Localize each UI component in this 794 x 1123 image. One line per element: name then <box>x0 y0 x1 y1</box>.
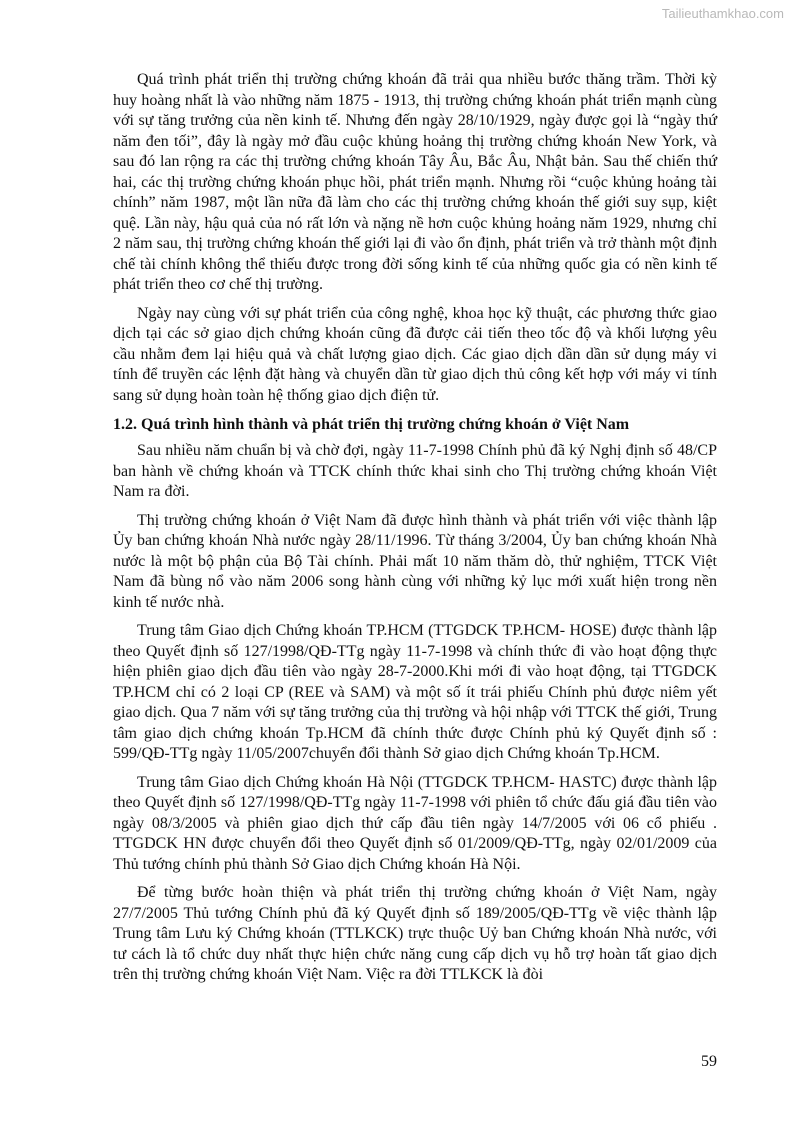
paragraph-commission: Thị trường chứng khoán ở Việt Nam đã được hình thành và phát triển với việc thành lập Ủy ban chứng khoán Nhà nước ngày 28/11/1996. Từ tháng 3/2004, Ủy ban chứng khoán Nhà nước là một bộ phận của Bộ Tài chính. Phải mất 10 năm thăm dò, thử nghiệm, TTCK Việt Nam đã bùng nổ vào năm 2006 song hành cùng với những kỷ lục mới xuất hiện trong nền kinh tế nước nhà. <box>113 511 717 611</box>
page-number: 59 <box>701 1053 717 1070</box>
paragraph-technology: Ngày nay cùng với sự phát triển của công nghệ, khoa học kỹ thuật, các phương thức giao dịch tại các sở giao dịch chứng khoán cũng đã được cải tiến theo tốc độ và khối lượng yêu cầu nhằm đem lại hiệu quả và chất lượng giao dịch. Các giao dịch dần dần sử dụng máy vi tính để truyền các lệnh đặt hàng và chuyển dần từ giao dịch thủ công kết hợp với máy vi tính sang sử dụng hoàn toàn hệ thống giao dịch điện tử. <box>113 304 717 404</box>
paragraph-decree: Sau nhiều năm chuẩn bị và chờ đợi, ngày 11-7-1998 Chính phủ đã ký Nghị định số 48/CP ban hành về chứng khoán và TTCK chính thức khai sinh cho Thị trường chứng khoán Việt Nam ra đời. <box>113 442 717 500</box>
paragraph-hastc: Trung tâm Giao dịch Chứng khoán Hà Nội (TTGDCK TP.HCM- HASTC) được thành lập theo Quyết định số 127/1998/QĐ-TTg ngày 11-7-1998 với phiên tổ chức đấu giá đầu tiên vào ngày 08/3/2005 và phiên giao dịch thứ cấp đầu tiên ngày 14/7/2005 với 06 cổ phiếu . TTGDCK HN được chuyển đổi theo Quyết định số 01/2009/QĐ-TTg, ngày 02/01/2009 của Thủ tướng chính phủ thành Sở Giao dịch Chứng khoán Hà Nội. <box>113 773 717 873</box>
paragraph-history: Quá trình phát triển thị trường chứng khoán đã trải qua nhiều bước thăng trầm. Thời kỳ huy hoàng nhất là vào những năm 1875 - 1913, thị trường chứng khoán phát triển mạnh cùng với sự tăng trưởng của nền kinh tế. Nhưng đến ngày 28/10/1929, ngày được gọi là “ngày thứ năm đen tối”, đây là ngày mở đầu cuộc khủng hoảng thị trường chứng khoán New York, và sau đó lan rộng ra các thị trường chứng khoán Tây Âu, Bắc Âu, Nhật bản. Sau thế chiến thứ hai, các thị trường chứng khoán phục hồi, phát triển mạnh. Nhưng rồi “cuộc khủng hoảng tài chính” năm 1987, một lần nữa đã làm cho các thị trường chứng khoán thế giới suy sụp, kiệt quệ. Lần này, hậu quả của nó rất lớn và nặng nề hơn cuộc khủng hoảng năm 1929, nhưng chỉ 2 năm sau, thị trường chứng khoán thế giới lại đi vào ổn định, phát triển và trở thành một định chế tài chính không thể thiếu được trong đời sống kinh tế của những quốc gia có nền kinh tế phát triển theo cơ chế thị trường. <box>113 71 717 293</box>
page-body <box>113 70 717 994</box>
watermark: Tailieuthamkhao.com <box>661 6 784 21</box>
paragraph-depository: Để từng bước hoàn thiện và phát triển thị trường chứng khoán ở Việt Nam, ngày 27/7/2005 Thủ tướng Chính phủ đã ký Quyết định số 189/2005/QĐ-TTg về việc thành lập Trung tâm Lưu ký Chứng khoán (TTLKCK) trực thuộc Uỷ ban Chứng khoán Nhà nước, với tư cách là tổ chức duy nhất thực hiện chức năng cung cấp dịch vụ hỗ trợ hoàn tất giao dịch trên thị trường chứng khoán Việt Nam. Việc ra đời TTLKCK là đòi <box>113 884 717 983</box>
paragraph-hose: Trung tâm Giao dịch Chứng khoán TP.HCM (TTGDCK TP.HCM- HOSE) được thành lập theo Quyết định số 127/1998/QĐ-TTg ngày 11-7-1998 và chính thức đi vào hoạt động thực hiện phiên giao dịch đầu tiên vào ngày 28-7-2000.Khi mới đi vào hoạt động, tại TTGDCK TP.HCM chỉ có 2 loại CP (REE và SAM) và một số ít trái phiếu Chính phủ được niêm yết giao dịch. Qua 7 năm với sự tăng trưởng của thị trường và hội nhập với TTCK thế giới, Trung tâm giao dịch chứng khoán Tp.HCM đã chính thức được Chính phủ ký Quyết định số : 599/QĐ-TTg ngày 11/05/2007chuyển đổi thành Sở giao dịch Chứng khoán Tp.HCM. <box>113 622 717 762</box>
section-heading: 1.2. Quá trình hình thành và phát triển thị trường chứng khoán ở Việt Nam <box>113 416 630 433</box>
